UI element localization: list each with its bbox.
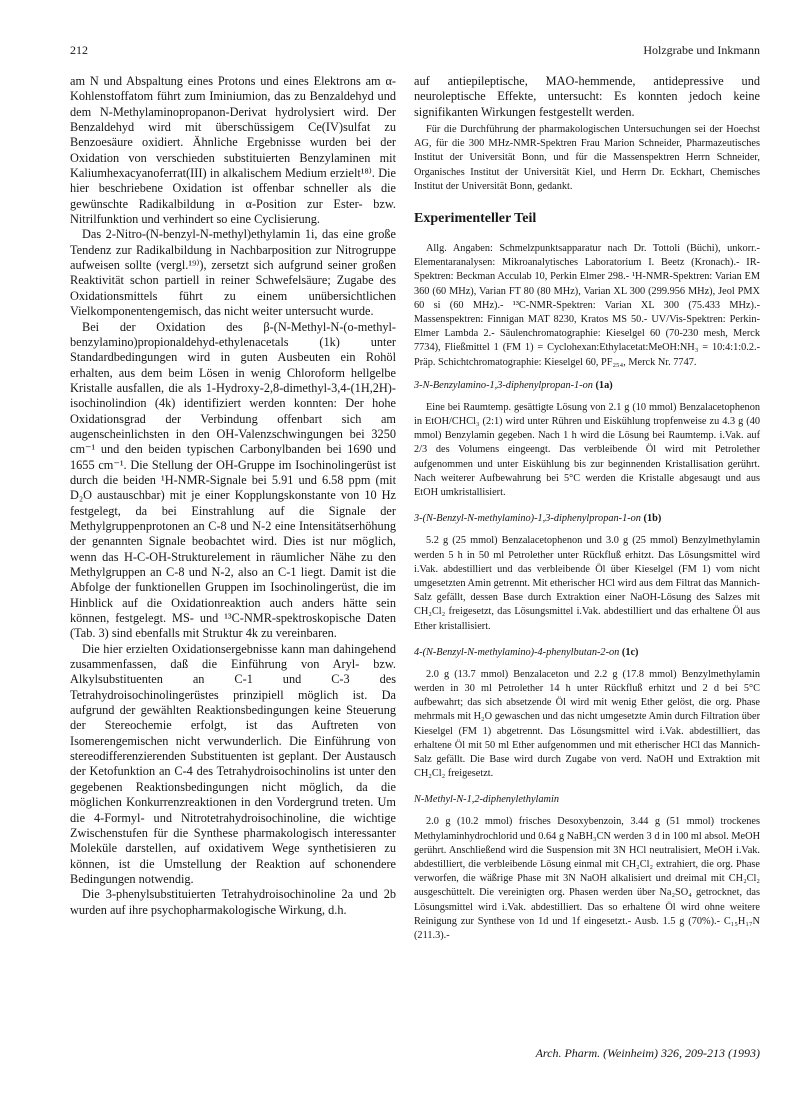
general-methods: Allg. Angaben: Schmelzpunktsapparatur nach Dr. Tottoli (Büchi), unkorr.- Elementaranalysen: Mikroanalytisches Laboratorium I. Beetz (Kronach).- IR-Spektren: Beckman Acculab 10, Perkin Elmer 298.- ¹H-NMR-Spektren: Varian EM 360 (60 MHz), Varian FT 80 (80 MHz), Varian XL 300 (299.956 MHz), Jeol PMX 60 si (60 MHz).- ¹³C-NMR-Spektren: Varian XL 300 (75.433 MHz).- Massenspektren: Finnigan MAT 8230, Kratos MS 50.- UV/Vis-Spektren: Perkin-Elmer Lambda 2.- Säulenchromatographie: Kieselgel 60 (70-230 mesh, Merck 7734), Fließmittel 1 (FM 1) = Cyclohexan:Ethylacetat:MeOH:NH₃ = 10:4:1:0.2.- Präp. Schichtchromatographie: Kieselgel 60, PF₂₅₄, Merck Nr. 7747. — [414, 243, 760, 368]
compound-code: (1a) — [595, 379, 613, 391]
right-column — [414, 74, 760, 943]
compound-name: 4-(N-Benzyl-N-methylamino)-4-phenylbutan-2-on — [414, 646, 620, 658]
body-paragraph: Das 2-Nitro-(N-benzyl-N-methyl)ethylamin 1i, das eine große Tendenz zur Radikalbildung in Nachbarposition zur Nitrogruppe aufweisen sollte (vergl.¹⁹⁾), zersetzt sich aufgrund seiner großen Reaktivität schon partiell in reiner Schwefelsäure; Zugabe des Oxidationsmittels führt zu einem unübersichtlichen Vielkomponentengemisch, das nicht weiter untersucht wurde. — [70, 227, 396, 319]
procedure-text: 2.0 g (13.7 mmol) Benzalaceton und 2.2 g (17.8 mmol) Benzylmethylamin werden in 30 ml Petrolether 14 h unter Rückfluß erhitzt und 2 d bei 5°C aufbewahrt; das sich absetzende Öl wird mit wenig Ether gelöst, die org. Phase mehrmals mit H₂O gewaschen und das nicht umgesetzte Amin durch Filtration über Kieselgel (FM 1) abgetrennt. Das Lösungsmittel wird i.Vak. abdestilliert, das erhaltene Öl mit 50 ml Ether aufgenommen und mit etherischer HCl das Mannich-Salz gefällt. Die Base wird durch Zugabe von verd. NaOH und Extraktion mit CH₂Cl₂ freigesetzt. — [414, 668, 760, 780]
procedure-text: 5.2 g (25 mmol) Benzalacetophenon und 3.0 g (25 mmol) Benzylmethylamin werden 5 h in 50 ml Petrolether unter Rückfluß erhitzt. Das Lösungsmittel wird i.Vak. abdestilliert und das verbleibende Öl über Kieselgel (FM 1) vom nicht umgesetzten Amin getrennt. Mit etherischer HCl wird aus dem Filtrat das Mannich-Salz gefällt, dessen Base durch Extraktion einer NaOH-Lösung des Salzes mit CH₂Cl₂ freigesetzt, das Lösungsmittel i.Vak. abdestilliert und das erhaltene Öl aus Ether kristallisiert. — [414, 535, 760, 632]
procedure-text: Eine bei Raumtemp. gesättigte Lösung von 2.1 g (10 mmol) Benzalacetophenon in EtOH/CHCl₃ (2:1) wird unter Rühren und Eiskühlung tropfenweise zu 4.3 g (40 mmol) Benzylamin gegeben. Nach 1 h wird die Lösung bei Raumtemp. i.Vak. auf 2/3 des Volumens eingeengt. Das verbleibende Öl wird mit Petrolether aufgenommen und unter Eiskühlung bis zur beginnenden Kristallisation gerührt. Nach weiterer Aufbewahrung bei 5°C werden die Kristalle abgesaugt und aus EtOH umkristallisiert. — [414, 401, 760, 499]
compound-name: N-Methyl-N-1,2-diphenylethylamin — [414, 794, 559, 806]
body-paragraph: am N und Abspaltung eines Protons und eines Elektrons am α-Kohlenstoffatom führt zum Iminiumion, das zu Benzaldehyd und dem N-Methylaminopropanon-Derivat hydrolysiert wird. Der Benzaldehyd wird mit überschüssigem Ce(IV)sulfat zu Benzoesäure oxidiert. Ähnliche Ergebnisse wurden bei der Oxidation von verschieden substituierten Benzylaminen mit Kaliumhexacyanoferrat(III) in alkalischem Medium erzielt¹⁸⁾. Die hier beschriebene Oxidation ist offenbar schneller als die gewünschte Radikalbildung in α-Position zur Ester- bzw. Nitrilfunktion und verhindert so eine Cyclisierung. — [70, 74, 396, 227]
running-authors: Holzgrabe und Inkmann — [643, 43, 760, 57]
journal-citation: Arch. Pharm. (Weinheim) 326, 209-213 (1993) — [535, 1046, 760, 1060]
compound-heading — [414, 379, 760, 393]
compound-code: (1b) — [643, 513, 662, 525]
page-header — [70, 42, 760, 58]
compound-heading — [414, 512, 760, 526]
body-paragraph: Die hier erzielten Oxidationsergebnisse kann man dahingehend zusammenfassen, daß die Einführung von Aryl- bzw. Alkylsubstituenten an C-1 und C-3 des Tetrahydroisochinolingerüstes prinzipiell möglich ist. Da aufgrund der gewählten Reaktionsbedingungen keine Steuerung der Stereochemie erfolgt, ist das Auftreten von Isomerengemischen nicht verwunderlich. Die Einführung von stereodifferenzierenden Substituenten ist geplant. Der Austausch der Ketofunktion an C-4 des Tetrahydroisochinolins ist unter den gegebenen Reaktionsbedingungen nicht möglich, da die möglichen Konkurrenzreaktionen in den Vordergrund treten. Um die 4-Formyl- und Nitrotetrahydroisochinoline, die wichtige Zwischenstufen für die Synthese pharmakologisch interessanter Moleküle darstellen, auf oxidativem Wege synthetisieren zu können, ist die Umstellung der Reaktion auf schonendere Bedingungen notwendig. — [70, 641, 396, 886]
compound-heading — [414, 646, 760, 660]
left-column — [70, 74, 396, 918]
compound-heading — [414, 793, 760, 807]
procedure-text: 2.0 g (10.2 mmol) frisches Desoxybenzoin, 3.44 g (51 mmol) trockenes Methylaminhydrochlorid und 0.64 g NaBH₃CN werden 3 d in 100 ml absol. MeOH gerührt. Anschließend wird die Suspension mit 3N HCl neutralisiert, MeOH i.Vak. abdestilliert, die verbleibende Lösung einmal mit CH₂Cl₂ extrahiert, die org. Phase verworfen, die wäßrige Phase mit 3N NaOH alkalisiert und dreimal mit CH₂Cl₂ ausgeschüttelt. Die vereinigten org. Phasen werden über Na₂SO₄ getrocknet, das Lösungsmittel wird i.Vak. abdestilliert. Das so erhaltene Öl wird ohne weitere Reinigung zur Synthese von 1d und 1f eingesetzt.- Ausb. 1.5 g (70%).- C₁₅H₁₇N (211.3).- — [414, 816, 760, 941]
body-paragraph: Bei der Oxidation des β-(N-Methyl-N-(o-methyl-benzylamino)propionaldehyd-ethylenacetals (1k) unter Standardbedingungen wird in guten Ausbeuten ein Rohöl erhalten, aus dem beim Lösen in wenig Chloroform hellgelbe Kristalle ausfallen, die als 1-Hydroxy-2,8-dimethyl-3,4-(1H,2H)-isochinolindion (4k) identifiziert werden konnten: Der hohe Oxidationsgrad der Verbindung offenbart sich am augenscheinlichsten in den OH-Valenzschwingungen bei 3250 cm⁻¹ und den beiden typischen Carbonylbanden bei 1690 und 1655 cm⁻¹. Die Stellung der OH-Gruppe im Isochinolingerüst ist durch die beiden ¹H-NMR-Signale bei 5.91 und 6.58 ppm (mit D₂O austauschbar) mit je einer Kopplungskonstante von 10 Hz festgelegt, da bei Einstrahlung auf die Signale der Methylgruppenprotonen an C-8 und N-2 eine Intensitätserhöhung der genannten Signale beobachtet wird. Dies ist nur möglich, wenn das H-C-OH-Strukturelement in räumlicher Nähe zu den Methylgruppen an C-8 und N-2, also an C-1 liegt. Damit ist die Abfolge der funktionellen Gruppen im Isochinolingerüst, die im Hinblick auf die Oxidationreaktion auch anders hätte sein können, festgelegt. MS- und ¹³C-NMR-spektroskopische Daten (Tab. 3) sind ebenfalls mit Struktur 4k zu vereinbaren. — [70, 319, 396, 641]
compound-code: (1c) — [621, 646, 639, 658]
body-paragraph: Die 3-phenylsubstituierten Tetrahydroisochinoline 2a und 2b wurden auf ihre psychopharmakologische Wirkung, d.h. — [70, 887, 396, 917]
acknowledgement: Für die Durchführung der pharmakologischen Untersuchungen sei der Hoechst AG, für die 300 MHz-NMR-Spektren Frau Marion Schneider, Pharmazeutisches Institut der Universität Bonn, und für die Massenspektren Herrn Schneider, Organisches Institut der Universität Kiel, und Herrn Dr. Eckhart, Chemisches Institut der Universität Bonn, gedankt. — [414, 124, 760, 192]
compound-name: 3-(N-Benzyl-N-methylamino)-1,3-diphenylpropan-1-on — [414, 513, 641, 525]
body-paragraph: auf antiepileptische, MAO-hemmende, antidepressive und neuroleptische Effekte, untersucht: Es konnten jedoch keine signifikanten Wirkungen festgestellt werden. — [414, 74, 760, 119]
section-title: Experimenteller Teil — [414, 211, 537, 227]
compound-name: 3-N-Benzylamino-1,3-diphenylpropan-1-on — [414, 379, 593, 391]
page-number: 212 — [70, 43, 88, 57]
